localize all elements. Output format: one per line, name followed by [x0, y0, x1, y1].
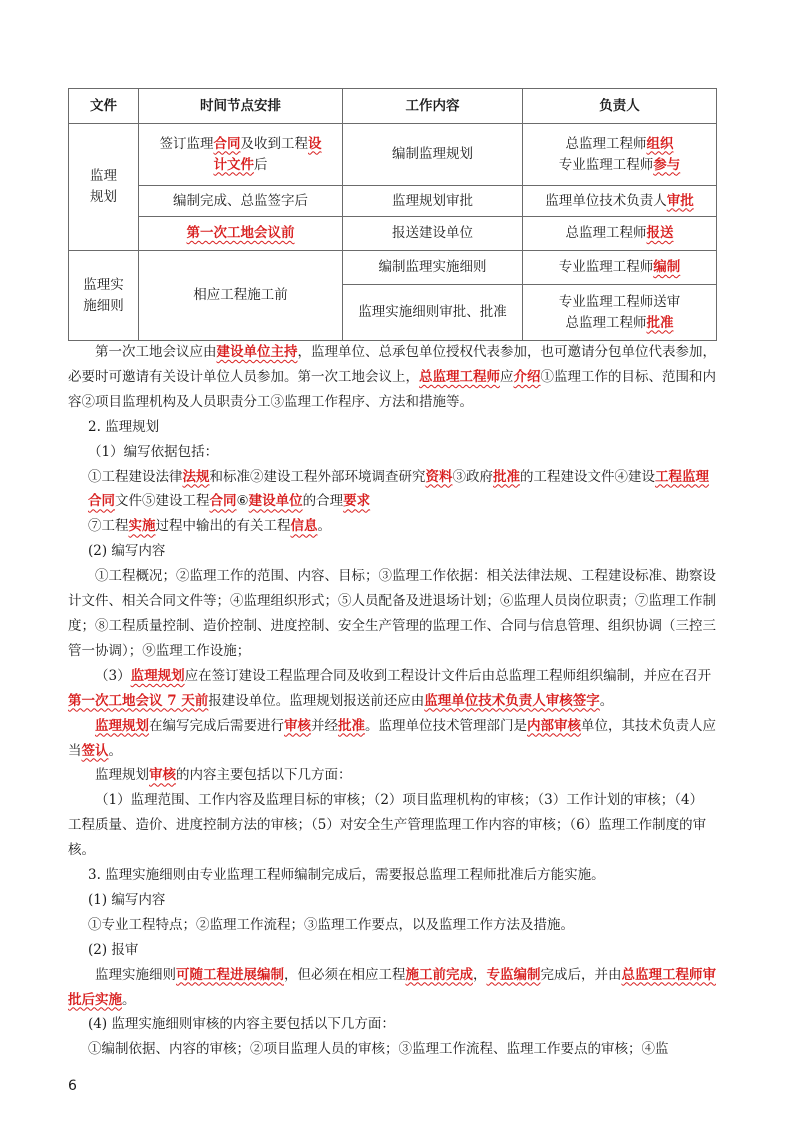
- highlight-text: 监理规划: [95, 717, 149, 734]
- heading-plan: 2. 监理规划: [88, 418, 160, 435]
- table-cell-time: 相应工程施工前: [139, 251, 343, 341]
- highlight-text: 专监编制: [486, 966, 541, 983]
- group-label-line: 监理实: [83, 276, 124, 293]
- paragraph-plan-timing: （3）监理规划应在签订建设工程监理合同及收到工程设计文件后由总监理工程师组织编制，并应在召开第一次工地会议 7 天前报建设单位。监理规划报送前还应由监理单位技术负责人审核签字。: [68, 667, 712, 709]
- group-label-line: 规划: [90, 189, 117, 205]
- paragraph-first-meeting: 第一次工地会议应由建设单位主持，监理单位、总承包单位授权代表参加，也可邀请分包单位代表参加，必要时可邀请有关设计单位人员参加。第一次工地会议上，总监理工程师应介绍①监理工作的目标、范围和内容②项目监理机构及人员职责分工③监理工作程序、方法和措施等。: [68, 344, 716, 410]
- paragraph-review-intro: 监理规划审核的内容主要包括以下几方面：: [95, 767, 352, 784]
- highlight-text: 合同: [209, 493, 237, 510]
- cell-text: 总监理工程师: [565, 314, 647, 331]
- cell-text: 后: [254, 156, 268, 173]
- highlight-text: 法规: [182, 468, 210, 485]
- highlight-text: 内部审核: [527, 717, 581, 734]
- body-text: [68, 340, 716, 1062]
- table-row: [69, 251, 717, 285]
- table-cell-work: 监理实施细则审批、批准: [343, 285, 523, 341]
- group-label-line: 监理: [90, 168, 117, 184]
- schedule-table: [68, 88, 717, 341]
- table-cell-owner: [523, 186, 717, 217]
- table-cell-work: 编制监理实施细则: [343, 251, 523, 285]
- cell-text: 专业监理工程师: [558, 156, 654, 173]
- group-label-detail: [69, 251, 139, 341]
- cell-text: 总监理工程师: [565, 135, 647, 152]
- highlight-text: 第一次工地会议 7 天前: [68, 692, 209, 709]
- highlight-text: 施工前完成: [405, 966, 473, 983]
- table-row: [69, 217, 717, 251]
- cell-text: 及收到工程: [240, 135, 308, 152]
- paragraph-review-items: （1）监理范围、工作内容及监理目标的审核；（2）项目监理机构的审核；（3）工作计划的审核；（4）工程质量、造价、进度控制方法的审核；（5）对安全生产管理监理工作内容的审核；（6）监理工作制度的审核。: [68, 792, 707, 859]
- highlight-text: 设: [308, 135, 322, 152]
- paragraph-content: ①工程概况；②监理工作的范围、内容、目标；③监理工作依据：相关法律法规、工程建设标准、勘察设计文件、相关合同文件等；④监理组织形式；⑤人员配备及进退场计划；⑥监理人员岗位职责；⑦监理工作制度；⑧工程质量控制、造价控制、进度控制、安全生产管理的监理工作、合同与信息管理、组织协调（三控三管一协调）；⑨监理工作设施；: [68, 568, 716, 659]
- highlight-text: 可随工程进展编制: [176, 966, 284, 983]
- highlight-text: 计文件: [213, 156, 254, 173]
- cell-text: 专业监理工程师: [558, 259, 654, 275]
- subheading-detail-content: (1) 编写内容: [88, 891, 166, 908]
- highlight-text: 审批: [666, 192, 694, 209]
- heading-detail: 3. 监理实施细则由专业监理工程师编制完成后，需要报总监理工程师批准后方能实施。: [88, 867, 605, 884]
- highlight-text: 建设单位: [248, 493, 303, 510]
- highlight-text: 资料: [425, 468, 453, 485]
- highlight-text: 编制: [653, 259, 681, 275]
- highlight-text: 实施: [128, 518, 156, 535]
- header-time: 时间节点安排: [139, 89, 343, 124]
- highlight-text: 总监理工程师: [419, 368, 500, 385]
- highlight-text: 合同: [213, 135, 241, 152]
- header-owner: 负责人: [523, 89, 717, 124]
- highlight-text: 总监理工程师审批后实施: [68, 966, 716, 1008]
- highlight-text: 工程监理合同: [88, 468, 709, 510]
- highlight-text: 签认: [81, 742, 109, 759]
- table-row: [69, 124, 717, 186]
- cell-text: 总监理工程师: [565, 225, 647, 241]
- highlight-text: 要求: [343, 493, 371, 510]
- table-header-row: [69, 89, 717, 124]
- highlight-text: 批准: [338, 717, 365, 734]
- highlight-text: 审核: [149, 767, 176, 784]
- header-file: 文件: [69, 89, 139, 124]
- subheading-detail-review: (2) 报审: [88, 941, 139, 958]
- cell-text: 签订监理: [159, 135, 214, 152]
- table-cell-time: 编制完成、总监签字后: [139, 186, 343, 217]
- highlight-text: 审核: [284, 717, 311, 734]
- highlight-text: 介绍: [513, 368, 541, 385]
- table-cell-time: [139, 217, 343, 251]
- paragraph-basis-7: ⑦工程实施过程中输出的有关工程信息。: [88, 518, 331, 535]
- table-cell-work: 编制监理规划: [343, 124, 523, 186]
- table-cell-owner: [523, 285, 717, 341]
- paragraph-plan-review: 监理规划在编写完成后需要进行审核并经批准。监理单位技术管理部门是内部审核单位，其技术负责人应当签认。: [68, 717, 716, 759]
- highlight-text: 参与: [653, 156, 681, 173]
- header-work: 工作内容: [343, 89, 523, 124]
- cell-text: 监理单位技术负责人: [545, 192, 667, 209]
- subheading-detail-audit: (4) 监理实施细则审核的内容主要包括以下几方面：: [88, 1016, 395, 1033]
- cell-text: 专业监理工程师送审: [558, 293, 681, 310]
- highlight-text: 监理单位技术负责人审核签字: [424, 692, 600, 709]
- highlight-text: 第一次工地会议前: [186, 225, 295, 241]
- paragraph-detail-content: ①专业工程特点；②监理工作流程；③监理工作要点，以及监理工作方法及措施。: [88, 916, 574, 933]
- table-row: [69, 186, 717, 217]
- highlight-text: 组织: [646, 135, 674, 152]
- table-cell-work: 报送建设单位: [343, 217, 523, 251]
- highlight-text: 信息: [290, 518, 318, 535]
- group-label-line: 施细则: [83, 297, 124, 314]
- subheading-basis: （1）编写依据包括：: [88, 443, 219, 460]
- highlight-text: 批准: [493, 468, 520, 485]
- paragraph-basis: ①工程建设法律法规和标准②建设工程外部环境调查研究资料③政府批准的工程建设文件④建设工程监理合同文件⑤建设工程合同⑥建设单位的合理要求: [88, 468, 709, 510]
- table-cell-owner: [523, 217, 717, 251]
- highlight-text: 监理规划: [130, 667, 185, 684]
- table-cell-owner: [523, 124, 717, 186]
- table-cell-time: [139, 124, 343, 186]
- paragraph-detail-audit: ①编制依据、内容的审核；②项目监理人员的审核；③监理工作流程、监理工作要点的审核；④监: [88, 1041, 669, 1058]
- highlight-text: 批准: [646, 314, 674, 331]
- paragraph-detail-review: 监理实施细则可随工程进展编制，但必须在相应工程施工前完成，专监编制完成后，并由总监理工程师审批后实施。: [68, 966, 716, 1008]
- table-cell-owner: [523, 251, 717, 285]
- schedule-table-wrap: [68, 88, 716, 341]
- group-label-plan: [69, 124, 139, 251]
- table-cell-work: 监理规划审批: [343, 186, 523, 217]
- subheading-content: (2) 编写内容: [88, 543, 166, 560]
- highlight-text: 报送: [646, 225, 674, 241]
- page-number: 6: [68, 1078, 77, 1094]
- highlight-text: 建设单位主持: [216, 344, 298, 360]
